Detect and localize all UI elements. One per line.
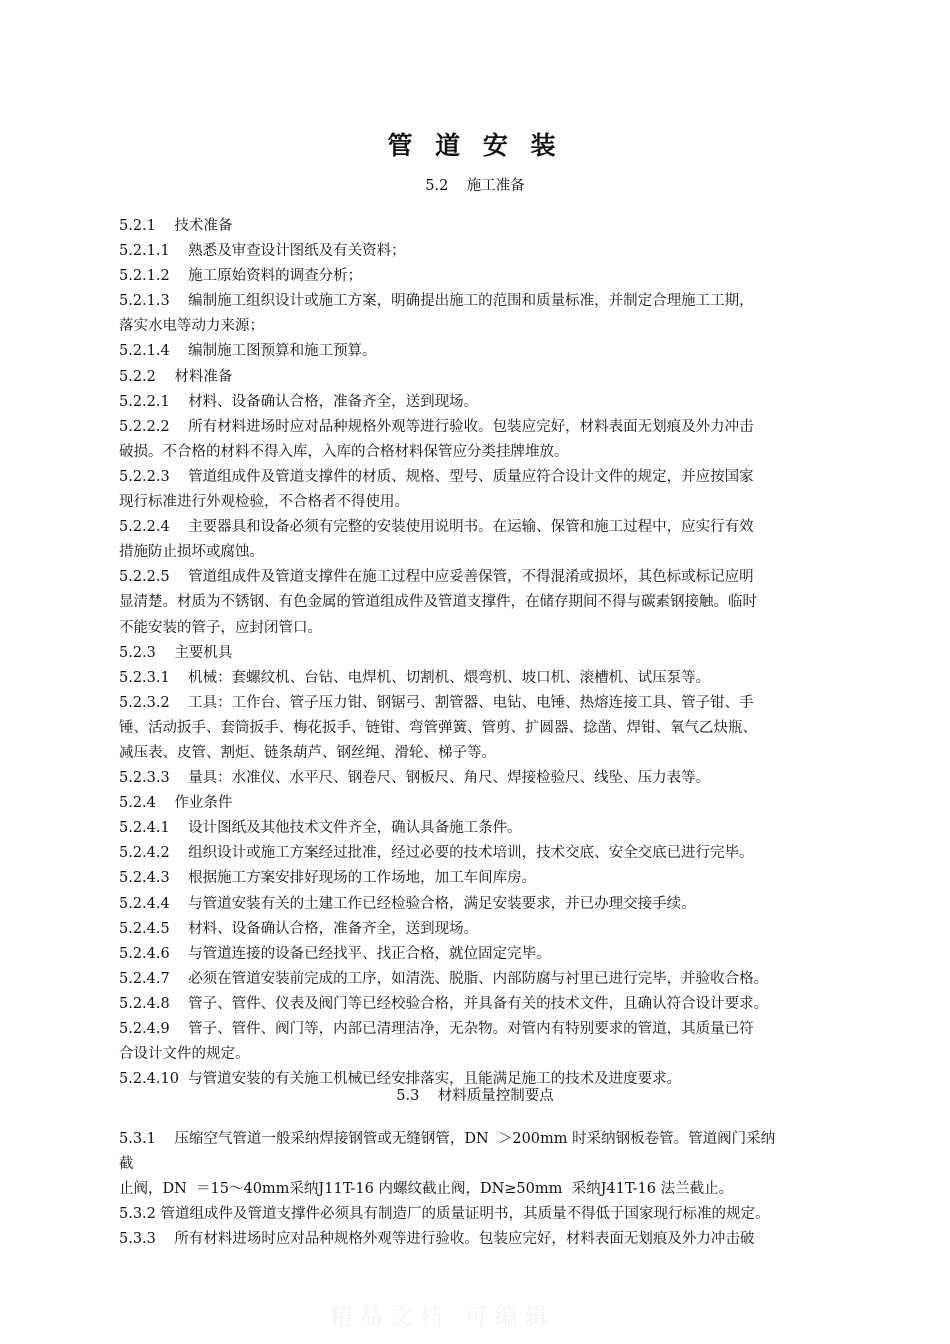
text-line: 5.2.2 材料准备	[119, 368, 233, 385]
watermark: 精品文档 可编辑	[330, 1305, 555, 1330]
text-line: 5.2.1.2 施工原始资料的调查分析；	[119, 268, 363, 285]
text-line: 5.2.4.3 根据施工方案安排好现场的工作场地，加工车间库房。	[119, 870, 537, 887]
text-line: 现行标准进行外观检验，不合格者不得使用。	[119, 494, 409, 511]
section-heading-5-2: 5.2 施工准备	[425, 178, 525, 194]
text-line: 5.2.2.1 材料、设备确认合格，准备齐全，送到现场。	[119, 393, 479, 410]
text-line: 5.2.1.4 编制施工图预算和施工预算。	[119, 343, 377, 360]
text-line: 截	[119, 1156, 134, 1173]
text-line: 5.3.1 压缩空气管道一般采纳焊接钢管或无缝钢管，DN ＞200mm 时采纳钢板卷管。管道阀门采纳	[119, 1131, 776, 1147]
text-line: 止阀，DN ＝15～40mm采纳J11T-16 内螺纹截止阀，DN≥50mm 采纳J41T-16 法兰截止。	[119, 1181, 734, 1198]
text-line: 合设计文件的规定。	[119, 1046, 250, 1063]
text-line: 5.2.2.3 管道组成件及管道支撑件的材质、规格、型号、质量应符合设计文件的规定，并应按国家	[119, 468, 754, 485]
text-line: 5.2.3 主要机具	[119, 644, 233, 661]
text-line: 5.2.1 技术准备	[119, 218, 233, 234]
text-line: 显清楚。材质为不锈钢、有色金属的管道组成件及管道支撑件，在储存期间不得与碳素钢接触。临时	[119, 594, 757, 611]
text-line: 5.2.2.5 管道组成件及管道支撑件在施工过程中应妥善保管，不得混淆或损坏，其色标或标记应明	[119, 569, 754, 586]
text-line: 5.2.1.1 熟悉及审查设计图纸及有关资料；	[119, 243, 406, 260]
text-line: 5.3.2 管道组成件及管道支撑件必须具有制造厂的质量证明书，其质量不得低于国家现行标准的规定。	[119, 1206, 770, 1223]
text-line: 5.2.4.2 组织设计或施工方案经过批准，经过必要的技术培训，技术交底、安全交底已进行完毕。	[119, 845, 754, 862]
text-line: 5.2.2.4 主要器具和设备必须有完整的安装使用说明书。在运输、保管和施工过程中，应实行有效	[119, 519, 754, 536]
text-line: 5.2.4.1 设计图纸及其他技术文件齐全，确认具备施工条件。	[119, 820, 522, 837]
text-line: 5.2.4.8 管子、管件、仪表及阀门等已经校验合格，并具备有关的技术文件，且确认符合设计要求。	[119, 995, 769, 1012]
text-line: 5.2.4.4 与管道安装有关的土建工作已经检验合格，满足安装要求，并已办理交接手续。	[119, 895, 696, 912]
text-line: 5.2.3.1 机械：套螺纹机、台钻、电焊机、切割机、煨弯机、坡口机、滚槽机、试压泵等。	[119, 669, 711, 686]
text-line: 减压表、皮管、割炬、链条葫芦、钢丝绳、滑轮、梯子等。	[119, 744, 496, 761]
section-5-3-body	[119, 1127, 864, 1252]
text-line: 5.2.4 作业条件	[119, 795, 233, 812]
text-line: 5.2.4.10 与管道安装的有关施工机械已经安排落实，且能满足施工的技术及进度要求。	[119, 1071, 682, 1088]
text-line: 5.2.1.3 编制施工组织设计或施工方案，明确提出施工的范围和质量标准，并制定合理施工工期，	[119, 293, 754, 310]
text-line: 5.2.4.9 管子、管件、阀门等，内部已清理洁净，无杂物。对管内有特别要求的管道，其质量已符	[119, 1021, 754, 1037]
text-line: 5.2.3.2 工具：工作台、管子压力钳、钢锯弓、割管器、电钻、电锤、热熔连接工具、管子钳、手	[119, 694, 754, 711]
section-heading-5-3: 5.3 材料质量控制要点	[396, 1088, 554, 1104]
text-line: 5.2.4.6 与管道连接的设备已经找平、找正合格，就位固定完毕。	[119, 945, 551, 962]
text-line: 不能安装的管子，应封闭管口。	[119, 619, 322, 636]
text-line: 措施防止损坏或腐蚀。	[119, 544, 264, 561]
text-line: 5.2.4.5 材料、设备确认合格，准备齐全，送到现场。	[119, 920, 479, 937]
text-line: 落实水电等动力来源；	[119, 318, 264, 335]
text-line: 破损。不合格的材料不得入库，入库的合格材料保管应分类挂牌堆放。	[119, 443, 569, 460]
document-title: 管 道 安 装	[387, 131, 563, 160]
text-line: 5.2.3.3 量具：水准仪、水平尺、钢卷尺、钢板尺、角尺、焊接检验尺、线坠、压力表等。	[119, 770, 711, 787]
section-5-2-body	[119, 214, 864, 1092]
text-line: 锤、活动扳手、套筒扳手、梅花扳手、链钳、弯管弹簧、管剪、扩圆器、捻凿、焊钳、氧气乙炔瓶、	[119, 719, 757, 736]
text-line: 5.2.2.2 所有材料进场时应对品种规格外观等进行验收。包装应完好，材料表面无划痕及外力冲击	[119, 418, 754, 435]
text-line: 5.3.3 所有材料进场时应对品种规格外观等进行验收。包装应完好，材料表面无划痕及外力冲击破	[119, 1231, 755, 1248]
text-line: 5.2.4.7 必须在管道安装前完成的工序，如清洗、脱脂、内部防腐与衬里已进行完毕，并验收合格。	[119, 970, 769, 987]
